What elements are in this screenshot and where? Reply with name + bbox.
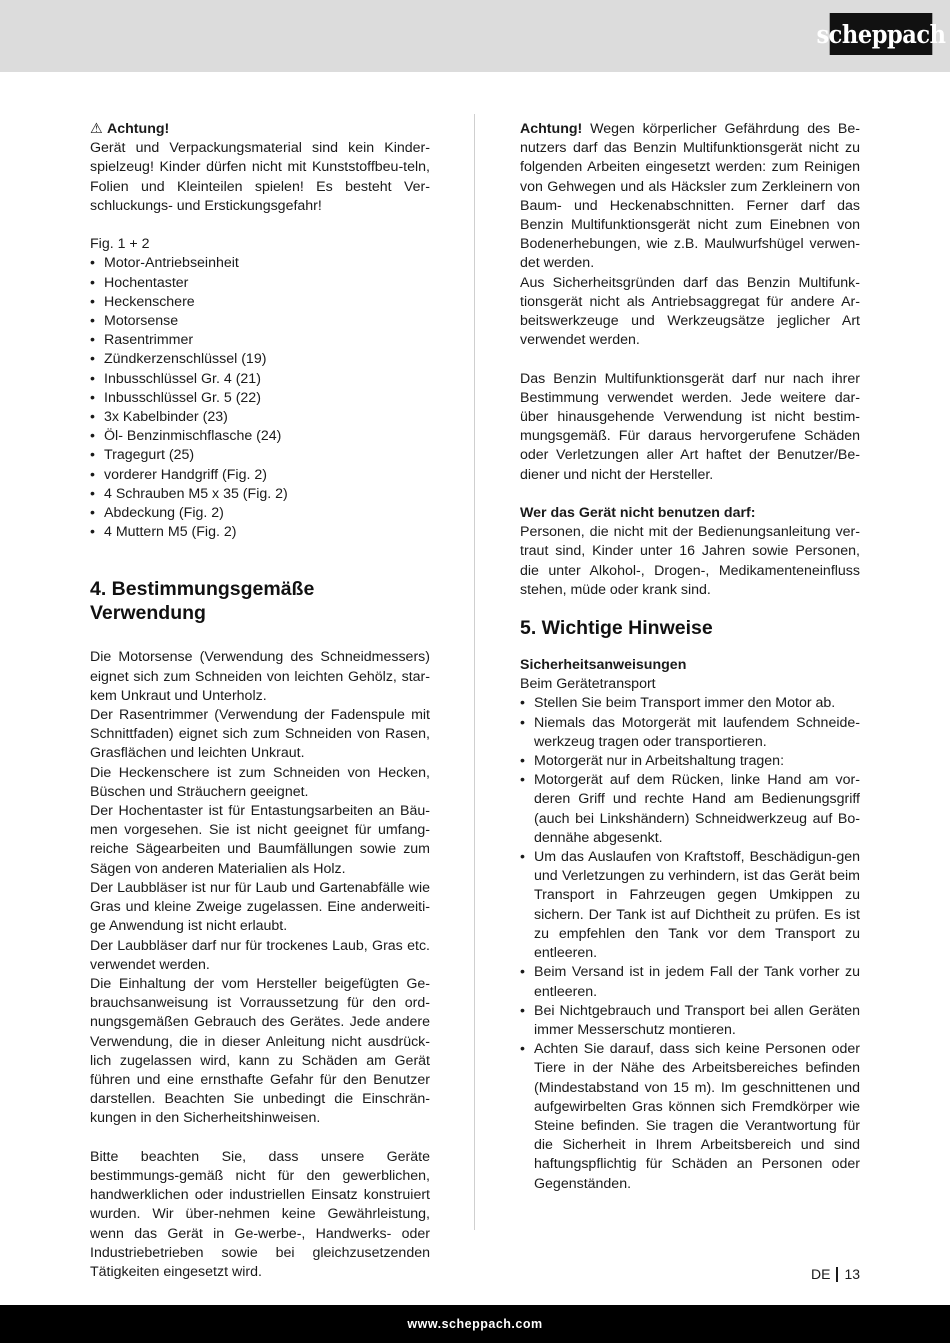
list-item: • Inbusschlüssel Gr. 5 (22) — [90, 389, 430, 408]
header-bar — [0, 0, 950, 72]
safety-instructions-title: Sicherheitsanweisungen — [520, 657, 687, 674]
warning-title: Achtung! — [107, 121, 170, 137]
page-number — [811, 1266, 860, 1282]
list-item: • Motorgerät auf dem Rücken, linke Hand am vor-deren Griff und rechte Hand am Bedienungsgriff (auch bei Linkshändern) Schneidwerkzeug auf Bo-dennähe abgesenkt. — [520, 771, 860, 848]
list-item: • Abdeckung (Fig. 2) — [90, 504, 430, 523]
transport-label: Beim Gerätetransport — [520, 676, 656, 693]
list-item: • Rasentrimmer — [90, 331, 430, 350]
section-4-paragraph: Die Heckenschere ist zum Schneiden von Hecken, Büschen und Sträuchern geeignet. — [90, 764, 430, 800]
left-column — [90, 120, 430, 1282]
scheppach-logo: scheppach — [830, 13, 933, 55]
language-code: DE — [811, 1266, 831, 1282]
website-link[interactable]: www.scheppach.com — [407, 1317, 543, 1331]
section-4-paragraph: Der Hochentaster ist für Entastungsarbeiten an Bäu-men vorgesehen. Sie ist nicht geeignet für umfang-reiche Sägearbeiten und Baumfällungen sowie zum Sägen von anderen Materialien als Holz. — [90, 803, 430, 877]
transport-list — [520, 694, 860, 1193]
list-item: • Inbusschlüssel Gr. 4 (21) — [90, 370, 430, 389]
list-item: • Motorsense — [90, 312, 430, 331]
list-item: • Motor-Antriebseinheit — [90, 254, 430, 273]
list-item: • Bei Nichtgebrauch und Transport bei allen Geräten immer Messerschutz montieren. — [520, 1002, 860, 1040]
fig-label: Fig. 1 + 2 — [90, 236, 150, 253]
list-item: • Öl- Benzinmischflasche (24) — [90, 427, 430, 446]
section-4-paragraph: Die Motorsense (Verwendung des Schneidmessers) eignet sich zum Schneiden von leichten Gehölz, star-kem Unkraut und Unterholz. — [90, 649, 430, 704]
who-not-text: Personen, die nicht mit der Bedienungsanleitung ver-traut sind, Kinder unter 16 Jahren sowie Personen, die unter Alkohol-, Drogen-, Medikamenteneinfluss stehen, müde oder krank sind. — [520, 524, 860, 598]
list-item: • Zündkerzenschlüssel (19) — [90, 350, 430, 369]
section-4-closing: Bitte beachten Sie, dass unsere Geräte bestimmungs-gemäß nicht für den gewerblichen, handwerklichen oder industriellen Einsatz konstruiert wurden. Wir über-nehmen keine Gewährleistung, wenn das Gerät in Ge-werbe-, Handwerks- oder Industriebetrieben sowie bei gleichzusetzenden Tätigkeiten eingesetzt wird. — [90, 1148, 430, 1280]
section-4-paragraph: Der Laubbläser darf nur für trockenes Laub, Gras etc. verwendet werden. — [90, 937, 430, 973]
warning-triangle-icon: ⚠ — [90, 121, 103, 137]
list-item: • Achten Sie darauf, dass sich keine Personen oder Tiere in der Nähe des Arbeitsbereiches befinden (Mindestabstand von 15 m). Im geschnittenen und aufgewirbelten Gras können sich Fremdkörper wie Steine befinden. Sie tragen die Verantwortung für die Sicherheit in Ihrem Arbeitsbereich und sind haftungspflichtig für Schäden an Personen oder Gegenständen. — [520, 1040, 860, 1194]
who-not-title: Wer das Gerät nicht benutzen darf: — [520, 505, 756, 522]
section-4-paragraph: Der Rasentrimmer (Verwendung der Fadenspule mit Schnittfaden) eignet sich zum Schneiden von Rasen, Grasflächen und leichten Unkraut. — [90, 707, 430, 762]
section-5-title: 5. Wichtige Hinweise — [520, 617, 713, 640]
right-column — [520, 120, 860, 1194]
list-item: • Hochentaster — [90, 274, 430, 293]
list-item: • Stellen Sie beim Transport immer den Motor ab. — [520, 694, 860, 713]
page-separator — [836, 1267, 838, 1282]
column-divider — [474, 114, 475, 1230]
section-4-title: 4. Bestimmungsgemäße Verwendung — [90, 578, 315, 625]
list-item: • 3x Kabelbinder (23) — [90, 408, 430, 427]
section-4-paragraph: Die Einhaltung der vom Hersteller beigefügten Ge-brauchsanweisung ist Vorraussetzung für den ord-nungsgemäßen Gebrauch des Gerätes. Jede andere Verwendung, die in dieser Anleitung nicht ausdrück-lich zugelassen wird, kann zu Schäden am Gerät führen und eine ernsthafte Gefahr für den Benutzer darstellen. Beachten Sie unbedingt die Einschrän-kungen in den Sicherheitshinweisen. — [90, 975, 430, 1127]
list-item: • 4 Muttern M5 (Fig. 2) — [90, 523, 430, 542]
list-item: • 4 Schrauben M5 x 35 (Fig. 2) — [90, 485, 430, 504]
intended-use: Das Benzin Multifunktionsgerät darf nur nach ihrer Bestimmung verwendet werden. Jede weitere dar-über hinausgehende Verwendung ist nicht bestim-mungsgemäß. Für daraus hervorgerufene Schäden oder Verletzungen aller Art haftet der Benutzer/Be-diener und nicht der Hersteller. — [520, 370, 860, 483]
list-item: • Um das Auslaufen von Kraftstoff, Beschädigun-gen und Verletzungen zu verhindern, ist das Gerät beim Transport in Fahrzeugen gegen Umkippen zu sichern. Der Tank ist auf Dichtheit zu prüfen. Es ist zu empfehlen den Tank vor dem Transport zu entleeren. — [520, 848, 860, 963]
list-item: • vorderer Handgriff (Fig. 2) — [90, 466, 430, 485]
safety-reason: Aus Sicherheitsgründen darf das Benzin Multifunk-tionsgerät nicht als Antriebsaggregat für andere Ar-beitswerkzeuge und Werkzeugsätze jeglicher Art verwendet werden. — [520, 274, 860, 349]
warning-heading — [90, 120, 430, 139]
list-item: • Tragegurt (25) — [90, 446, 430, 465]
warning-text: Gerät und Verpackungsmaterial sind kein Kinder-spielzeug! Kinder dürfen nicht mit Kunststoffbeu-teln, Folien und Kleinteilen spielen! Es besteht Ver-schluckungs- und Erstickungsgefahr! — [90, 140, 430, 214]
list-item: • Beim Versand ist in jedem Fall der Tank vorher zu entleeren. — [520, 963, 860, 1001]
section-4-paragraph: Der Laubbläser ist nur für Laub und Gartenabfälle wie Gras und kleine Zweige zugelassen. Eine anderweiti-ge Anwendung ist nicht erlaubt. — [90, 879, 430, 935]
caution-text: Wegen körperlicher Gefährdung des Be-nutzers darf das Benzin Multifunktionsgerät nicht zu folgenden Arbeiten eingesetzt werden: zum Reinigen von Gehwegen und als Häcksler zum Zerkleinern von Baum- und Heckenabschnitten. Ferner darf das Benzin Multifunktionsgerät nicht zum Einebnen von Bodenerhebungen, wie z.B. Maulwurfshügel verwen-det werden. — [520, 121, 860, 272]
parts-list — [90, 254, 430, 542]
list-item: • Heckenschere — [90, 293, 430, 312]
caution-label: Achtung! — [520, 121, 583, 137]
list-item: • Niemals das Motorgerät mit laufendem Schneide-werkzeug tragen oder transportieren. — [520, 714, 860, 752]
list-item: • Motorgerät nur in Arbeitshaltung tragen: — [520, 752, 860, 771]
caution-paragraph — [520, 120, 860, 274]
footer-bar — [0, 1305, 950, 1343]
page-number-value: 13 — [844, 1266, 861, 1282]
